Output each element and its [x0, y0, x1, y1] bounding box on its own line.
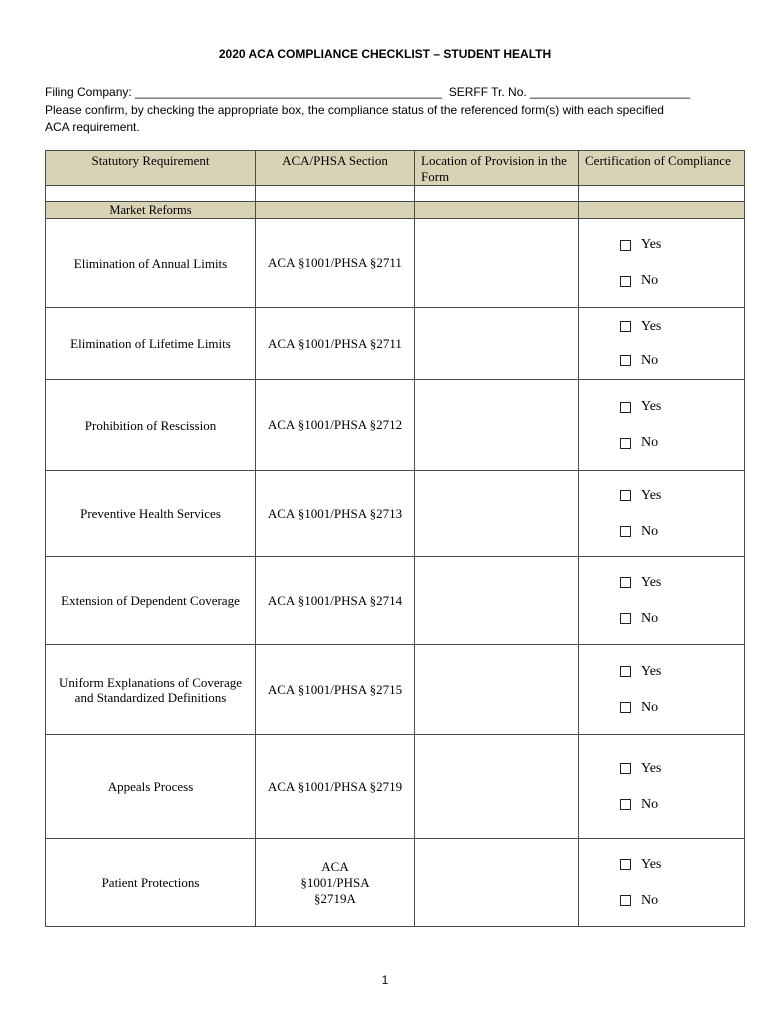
- location-field[interactable]: [415, 645, 579, 735]
- checkbox-icon[interactable]: [620, 402, 631, 413]
- checkbox-icon[interactable]: [620, 355, 631, 366]
- location-field[interactable]: [415, 471, 579, 557]
- compliance-table: [45, 150, 745, 927]
- no-option[interactable]: No: [620, 697, 744, 719]
- yes-option[interactable]: Yes: [620, 572, 744, 594]
- header-certification: Certification of Compliance: [579, 151, 745, 186]
- certification-cell: [579, 380, 745, 471]
- document-title: 2020 ACA COMPLIANCE CHECKLIST – STUDENT HEALTH: [218, 47, 552, 61]
- certification-cell: [579, 308, 745, 380]
- intro-text: [45, 84, 735, 137]
- section-reference: ACA §1001/PHSA §2711: [256, 219, 415, 308]
- instructions-line-1: Please confirm, by checking the appropriate box, the compliance status of the referenced form(s) with each specified: [45, 102, 664, 117]
- table-row: [46, 557, 745, 645]
- header-statutory-requirement: Statutory Requirement: [46, 151, 256, 186]
- section-reference: ACA §1001/PHSA §2714: [256, 557, 415, 645]
- checkbox-icon[interactable]: [620, 577, 631, 588]
- header-location-of-provision: Location of Provision in the Form: [415, 151, 579, 186]
- certification-cell: [579, 557, 745, 645]
- location-field[interactable]: [415, 380, 579, 471]
- no-option[interactable]: No: [620, 350, 744, 372]
- yes-option[interactable]: Yes: [620, 396, 744, 418]
- location-field[interactable]: [415, 839, 579, 927]
- section-reference: ACA §1001/PHSA §2713: [256, 471, 415, 557]
- requirement-name: Preventive Health Services: [46, 471, 256, 557]
- yes-option[interactable]: Yes: [620, 485, 744, 507]
- section-row-market-reforms: [46, 202, 745, 219]
- spacer-row: [46, 186, 745, 202]
- table-row: [46, 219, 745, 308]
- section-label: Market Reforms: [46, 202, 256, 219]
- section-reference: ACA §1001/PHSA §2719A: [256, 839, 415, 927]
- no-option[interactable]: No: [620, 794, 744, 816]
- checkbox-icon[interactable]: [620, 613, 631, 624]
- section-reference: ACA §1001/PHSA §2711: [256, 308, 415, 380]
- filing-company-line: Filing Company: ______________________________________________ SERFF Tr. No. ________________________: [45, 85, 691, 99]
- section-reference: ACA §1001/PHSA §2715: [256, 645, 415, 735]
- no-option[interactable]: No: [620, 890, 744, 912]
- table-row: [46, 645, 745, 735]
- checkbox-icon[interactable]: [620, 276, 631, 287]
- no-option[interactable]: No: [620, 608, 744, 630]
- page-number: 1: [381, 973, 389, 987]
- certification-cell: [579, 735, 745, 839]
- checkbox-icon[interactable]: [620, 895, 631, 906]
- certification-cell: [579, 645, 745, 735]
- table-row: [46, 380, 745, 471]
- location-field[interactable]: [415, 557, 579, 645]
- no-option[interactable]: No: [620, 432, 744, 454]
- checkbox-icon[interactable]: [620, 666, 631, 677]
- requirement-name: Extension of Dependent Coverage: [46, 557, 256, 645]
- certification-cell: [579, 219, 745, 308]
- checkbox-icon[interactable]: [620, 859, 631, 870]
- table-row: [46, 471, 745, 557]
- requirement-name: Patient Protections: [46, 839, 256, 927]
- requirement-name: Elimination of Lifetime Limits: [46, 308, 256, 380]
- table-header-row: [46, 151, 745, 186]
- checkbox-icon[interactable]: [620, 240, 631, 251]
- table-row: [46, 839, 745, 927]
- checkbox-icon[interactable]: [620, 799, 631, 810]
- yes-option[interactable]: Yes: [620, 854, 744, 876]
- table-row: [46, 735, 745, 839]
- section-reference: ACA §1001/PHSA §2719: [256, 735, 415, 839]
- checkbox-icon[interactable]: [620, 763, 631, 774]
- requirement-name: Elimination of Annual Limits: [46, 219, 256, 308]
- instructions-line-2: ACA requirement.: [45, 120, 140, 134]
- requirement-name: Prohibition of Rescission: [46, 380, 256, 471]
- location-field[interactable]: [415, 219, 579, 308]
- checkbox-icon[interactable]: [620, 321, 631, 332]
- checkbox-icon[interactable]: [620, 526, 631, 537]
- certification-cell: [579, 839, 745, 927]
- requirement-name: Appeals Process: [46, 735, 256, 839]
- yes-option[interactable]: Yes: [620, 758, 744, 780]
- table-row: [46, 308, 745, 380]
- no-option[interactable]: No: [620, 270, 744, 292]
- location-field[interactable]: [415, 735, 579, 839]
- checkbox-icon[interactable]: [620, 702, 631, 713]
- certification-cell: [579, 471, 745, 557]
- yes-option[interactable]: Yes: [620, 661, 744, 683]
- location-field[interactable]: [415, 308, 579, 380]
- checkbox-icon[interactable]: [620, 438, 631, 449]
- header-aca-phsa-section: ACA/PHSA Section: [256, 151, 415, 186]
- requirement-name: Uniform Explanations of Coverage and Standardized Definitions: [46, 645, 256, 735]
- yes-option[interactable]: Yes: [620, 234, 744, 256]
- checkbox-icon[interactable]: [620, 490, 631, 501]
- section-reference: ACA §1001/PHSA §2712: [256, 380, 415, 471]
- yes-option[interactable]: Yes: [620, 316, 744, 338]
- no-option[interactable]: No: [620, 521, 744, 543]
